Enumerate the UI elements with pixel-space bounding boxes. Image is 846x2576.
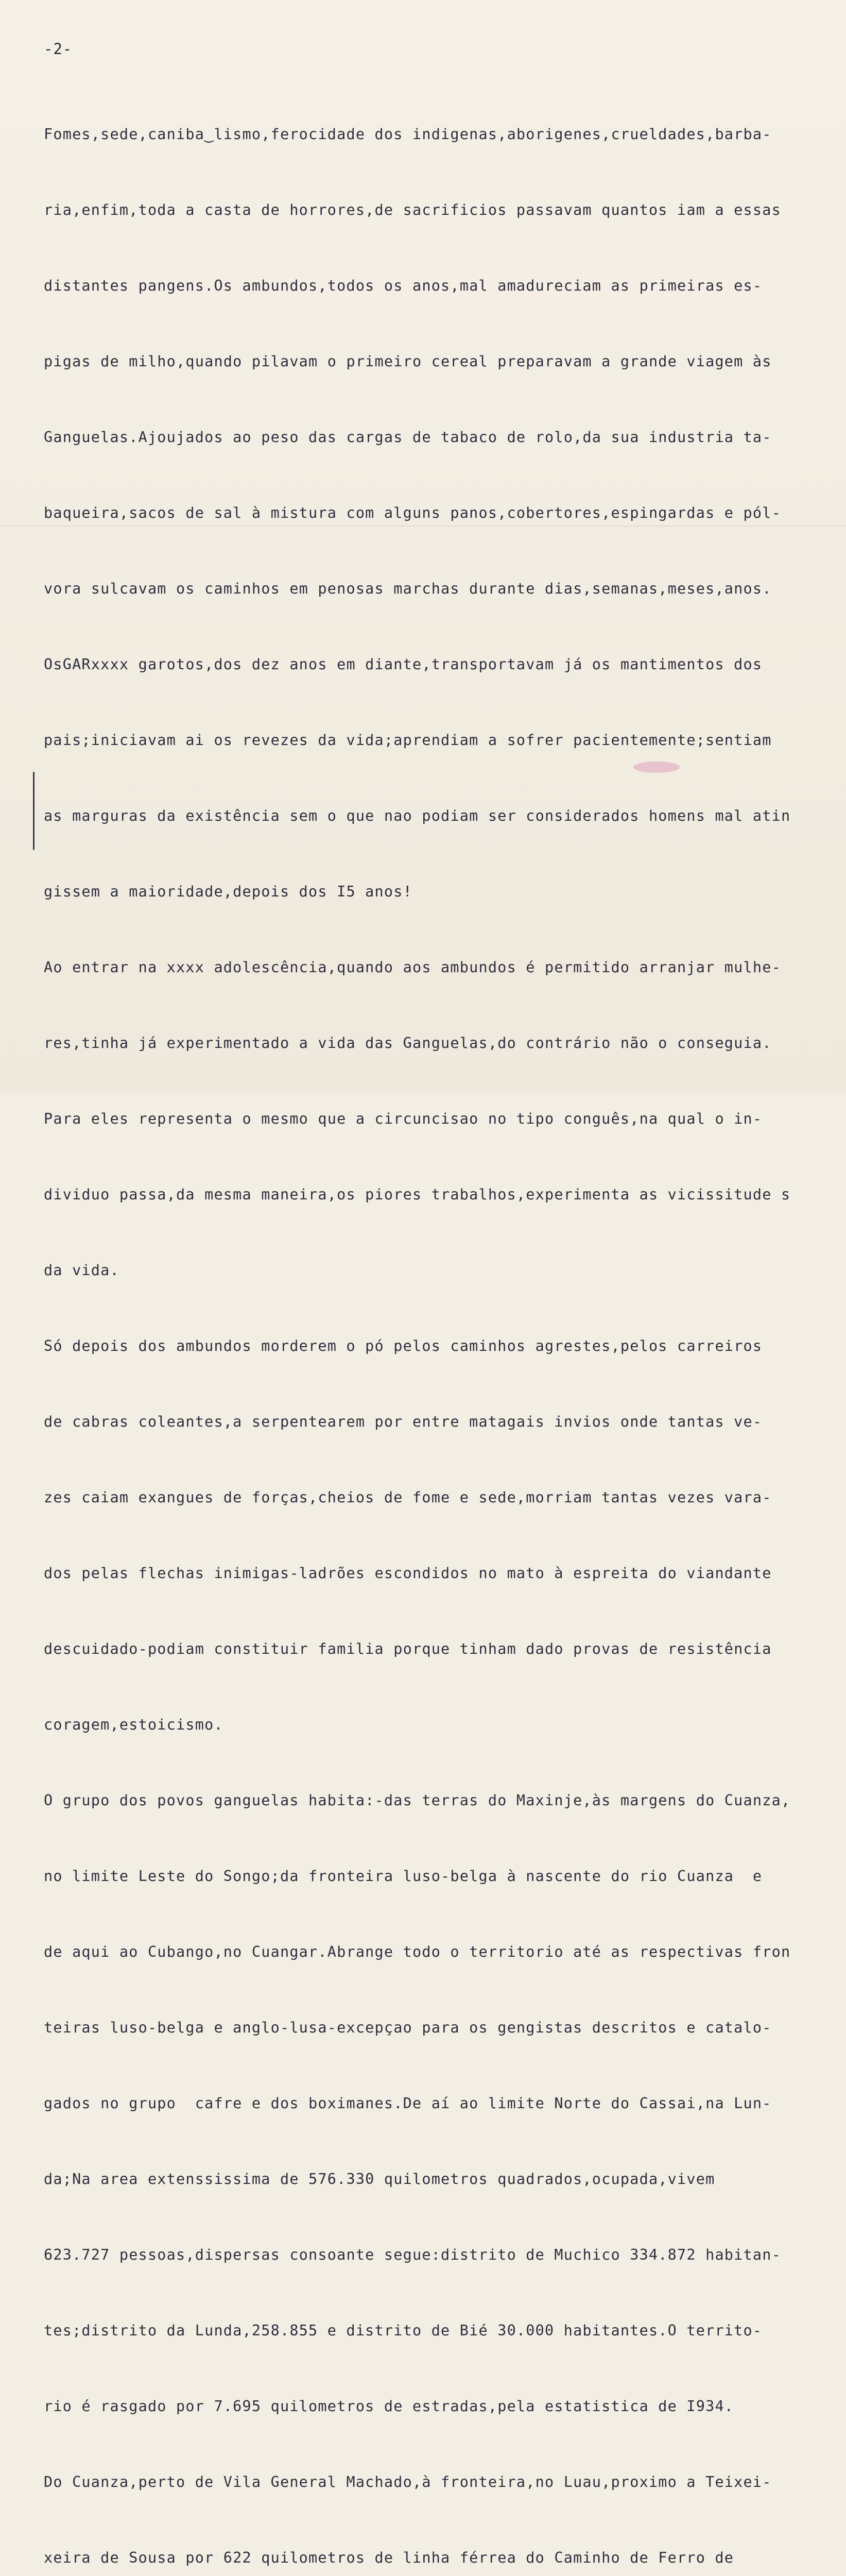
text-line: pais;iniciavam ai os revezes da vida;aprendiam a sofrer pacientemente;sentiam [44, 732, 772, 749]
text-line: dos pelas flechas inimigas-ladrões escondidos no mato à espreita do viandante [44, 1565, 772, 1582]
text-line: O grupo dos povos ganguelas habita:-das terras do Maxinje,às margens do Cuanza, [44, 1792, 791, 1809]
text-line: res,tinha já experimentado a vida das Ganguelas,do contrário não o conseguia. [44, 1035, 772, 1052]
text-line: Ganguelas.Ajoujados ao peso das cargas de tabaco de rolo,da sua industria ta- [44, 429, 772, 446]
text-line: vora sulcavam os caminhos em penosas marchas durante dias,semanas,meses,anos. [44, 580, 772, 597]
text-line: as marguras da existência sem o que nao podiam ser considerados homens mal atin [44, 807, 791, 824]
text-line: ria,enfim,toda a casta de horrores,de sacrificios passavam quantos iam a essas [44, 201, 781, 218]
text-line: xeira de Sousa por 622 quilometros de linha férrea do Caminho de Ferro de [44, 2549, 734, 2566]
text-line: Do Cuanza,perto de Vila General Machado,à fronteira,no Luau,proximo a Teixei- [44, 2473, 772, 2490]
text-line: Só depois dos ambundos morderem o pó pelos caminhos agrestes,pelos carreiros [44, 1337, 763, 1354]
text-line: da;Na area extenssissima de 576.330 quilometros quadrados,ocupada,vivem [44, 2171, 715, 2188]
text-line: pigas de milho,quando pilavam o primeiro cereal preparavam a grande viagem às [44, 353, 772, 370]
text-line: tes;distrito da Lunda,258.855 e distrito de Bié 30.000 habitantes.O territo- [44, 2322, 763, 2339]
text-line: zes caiam exangues de forças,cheios de fome e sede,morriam tantas vezes vara- [44, 1489, 772, 1506]
text-line: gados no grupo cafre e dos boximanes.De aí ao limite Norte do Cassai,na Lun- [44, 2095, 772, 2112]
text-line: descuidado-podiam constituir familia porque tinham dado provas de resistência [44, 1640, 772, 1657]
text-line: teiras luso-belga e anglo-lusa-excepçao para os gengistas descritos e catalo- [44, 2019, 772, 2036]
text-line: no limite Leste do Songo;da fronteira luso-belga à nascente do rio Cuanza e [44, 1868, 763, 1885]
text-line: distantes pangens.Os ambundos,todos os anos,mal amadureciam as primeiras es- [44, 277, 763, 294]
text-line: da vida. [44, 1262, 119, 1279]
margin-mark [33, 772, 34, 850]
text-line: rio é rasgado por 7.695 quilometros de estradas,pela estatistica de I934. [44, 2398, 734, 2415]
text-line: Ao entrar na xxxx adolescência,quando aos ambundos é permitido arranjar mulhe- [44, 959, 781, 976]
text-line: OsGARxxxx garotos,dos dez anos em diante,transportavam já os mantimentos dos [44, 656, 763, 673]
ink-stain [633, 761, 680, 773]
text-line: de cabras coleantes,a serpentearem por entre matagais invios onde tantas ve- [44, 1413, 763, 1430]
text-line: coragem,estoicismo. [44, 1716, 223, 1733]
page-number: -2- [44, 40, 73, 58]
text-line: gissem a maioridade,depois dos I5 anos! [44, 883, 412, 900]
text-line: de aqui ao Cubango,no Cuangar.Abrange todo o territorio até as respectivas fron [44, 1943, 791, 1960]
text-line: dividuo passa,da mesma maneira,os piores trabalhos,experimenta as vicissitude s [44, 1186, 791, 1203]
text-line: Para eles representa o mesmo que a circuncisao no tipo conguês,na qual o in- [44, 1110, 763, 1127]
text-line: Fomes,sede,caniba‿lismo,ferocidade dos indigenas,aborigenes,crueldades,barba- [44, 126, 772, 143]
document-body [44, 71, 832, 2576]
text-line: baqueira,sacos de sal à mistura com alguns panos,cobertores,espingardas e pól- [44, 504, 781, 521]
text-line: 623.727 pessoas,dispersas consoante segue:distrito de Muchico 334.872 habitan- [44, 2246, 781, 2263]
